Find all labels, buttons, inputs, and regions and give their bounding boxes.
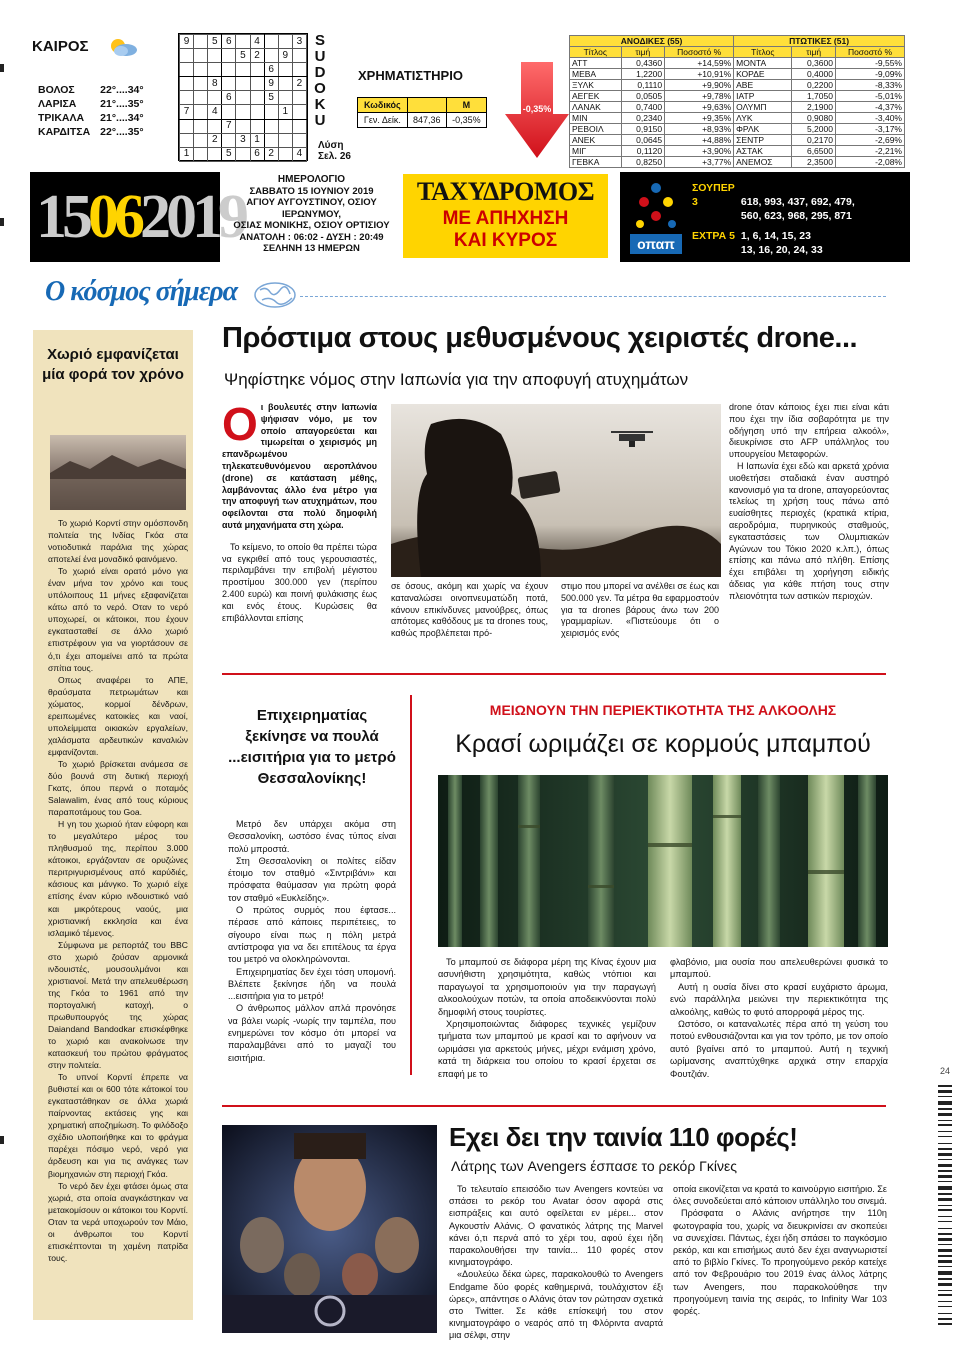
stock-row (570, 91, 905, 102)
sudoku-cell: 1 (180, 147, 194, 161)
sudoku-cell (250, 119, 264, 133)
stock-cell: 0,9150 (621, 124, 665, 135)
lake-photo (50, 435, 186, 510)
sudoku-cell (208, 49, 222, 63)
big-date: 15062019 (36, 183, 244, 251)
bamboo-photo (438, 775, 888, 947)
stock-cell: 0,1120 (621, 146, 665, 157)
sudoku-cell (194, 63, 208, 77)
stock-cell: 2,3500 (792, 157, 836, 168)
sudoku-cell: 6 (222, 91, 236, 105)
stock-cell: 0,2200 (792, 80, 836, 91)
stock-cell: 0,0505 (621, 91, 665, 102)
stock-cell: 0,2170 (792, 135, 836, 146)
stock-cell: ΟΛΥΜΠ (734, 102, 792, 113)
stock-cell: 0,1110 (621, 80, 665, 91)
stock-cell: ΓΕΒΚΑ (570, 157, 622, 168)
stock-row (570, 80, 905, 91)
sudoku-cell: 2 (208, 133, 222, 147)
weather-title: ΚΑΙΡΟΣ (32, 38, 89, 55)
sudoku-cell: 1 (250, 133, 264, 147)
sudoku-cell (278, 77, 292, 91)
sudoku-cell (194, 147, 208, 161)
stock-row (570, 102, 905, 113)
stock-cell: 0,8250 (621, 157, 665, 168)
sudoku-title: S U D O K U (314, 32, 326, 129)
stock-row (570, 157, 905, 168)
weather-city: ΚΑΡΔΙΤΣΑ (38, 126, 91, 138)
sudoku-cell: 2 (292, 77, 306, 91)
arrow-value: -0,35% (522, 104, 552, 114)
sudoku-cell (236, 35, 250, 49)
sudoku-cell (292, 133, 306, 147)
edge-mark (0, 64, 4, 72)
stock-cell: 0,3600 (792, 58, 836, 69)
stock-cell: ΡΕΒΟΙΛ (570, 124, 622, 135)
stock-cell: +3,77% (665, 157, 734, 168)
stock-cell: -3,40% (835, 113, 904, 124)
stock-cell: +4,88% (665, 135, 734, 146)
stock-cell: ΜΙΓ (570, 146, 622, 157)
sudoku-cell: 1 (278, 105, 292, 119)
stock-cell: 1,2200 (621, 69, 665, 80)
stock-cell: ΣΕΝΤΡ (734, 135, 792, 146)
stock-cell: ΑΕΓΕΚ (570, 91, 622, 102)
stock-cell: ΑΒΕ (734, 80, 792, 91)
weather-row (32, 97, 148, 111)
edge-mark (0, 1136, 4, 1144)
sudoku-cell (208, 91, 222, 105)
sudoku-cell (194, 91, 208, 105)
sudoku-cell (180, 63, 194, 77)
stock-cell: -2,21% (835, 146, 904, 157)
stock-cell: +9,78% (665, 91, 734, 102)
stock-cell: 1,7050 (792, 91, 836, 102)
stock-row (570, 113, 905, 124)
sudoku-cell (292, 63, 306, 77)
drone-article-col1: Οι βουλευτές στην Ιαπωνία ψήφισαν νόμο, με τον οποίο απαγορεύεται και τιμωρείται ο χειρισμός μη επανδρωμένου τηλεκατευθυνόμενου αεροπλάνου (drone) σε κατάσταση μέθης, λαμβάνοντας άλλο ένα μέτρο για την αποφυγή των ατυχημάτων, που οφείλονται στα πολύ δημοφιλή αυτά μηχανήματα στη χώρα. Το κείμενο, το οποίο θα πρέπει τώρα να εγκριθεί από τους γερουσιαστές, περιλαμβάνει την επιβολή μέγιστου προστίμου 300.000 γεν (περίπου 2.400 ευρώ) και ποινή φυλάκισης έως και ενός έτους. Κυρώσεις θα επιβάλλονται επίσης (222, 398, 377, 623)
drone-subheadline: Ψηφίστηκε νόμος στην Ιαπωνία για την αποφυγή ατυχημάτων (224, 370, 689, 389)
stock-row (570, 135, 905, 146)
avengers-poster (222, 1125, 437, 1333)
drop-cap: Ο (222, 398, 258, 450)
sudoku-cell (250, 91, 264, 105)
sudoku-cell (194, 77, 208, 91)
sudoku-cell (278, 147, 292, 161)
stock-cell: ΞΥΛΚ (570, 80, 622, 91)
section-divider (300, 296, 886, 297)
sudoku-cell (194, 133, 208, 147)
stock-cell: 0,2340 (621, 113, 665, 124)
globe-icon (252, 280, 298, 310)
weather-city: ΛΑΡΙΣΑ (38, 98, 77, 110)
avengers-headline: Εχει δει την ταινία 110 φορές! (449, 1122, 798, 1152)
drone-article-col3: στιμο που μπορεί να ανέλθει σε έως και 500.000 γεν. Τα μέτρα θα εφαρμοστούν για τα drones βάρους άνω των 200 γραμμαρίων. «Πιστεύουμε ότι ο χειρισμός ενός (561, 581, 719, 639)
weather-temp: 21°....34° (100, 112, 144, 124)
stock-cell: ΜΕΒΑ (570, 69, 622, 80)
avengers-subheadline: Λάτρης των Avengers έσπασε το ρεκόρ Γκίνες (451, 1158, 737, 1174)
sudoku-cell (180, 77, 194, 91)
sudoku-cell (222, 133, 236, 147)
sudoku-cell: 5 (236, 49, 250, 63)
sudoku-cell: 7 (222, 119, 236, 133)
sudoku-cell: 6 (264, 63, 278, 77)
sudoku-cell (278, 119, 292, 133)
sudoku-cell (208, 147, 222, 161)
weather-temp: 22°....34° (100, 84, 144, 96)
stock-cell: ΦΡΛΚ (734, 124, 792, 135)
stock-cell: 0,0645 (621, 135, 665, 146)
sudoku-cell (222, 63, 236, 77)
sudoku-cell: 5 (222, 147, 236, 161)
sudoku-cell (292, 91, 306, 105)
metro-headline: Επιχειρηματίας ξεκίνησε να πουλά ...εισιτήρια για το μετρό Θεσσαλονίκης! (228, 707, 396, 787)
sudoku-cell (236, 63, 250, 77)
calendar-box: ΗΜΕΡΟΛΟΓΙΟ ΣΑΒΒΑΤΟ 15 ΙΟΥΝΙΟΥ 2019 ΑΓΙΟΥ ΑΥΓΟΥΣΤΙΝΟΥ, ΟΣΙΟΥ ΙΕΡΩΝΥΜΟΥ, ΟΣΙΑΣ ΜΟΝΙΚΗΣ, ΟΣΙΟΥ ΟΡΤΙΣΙΟΥ ΑΝΑΤΟΛΗ : 06:02 - ΔΥΣΗ : 20:49 ΣΕΛΗΝΗ 13 ΗΜΕΡΩΝ (233, 174, 390, 254)
sudoku-cell: 4 (292, 147, 306, 161)
sudoku-cell: 2 (264, 147, 278, 161)
stock-cell: ΚΟΡΔΕ (734, 69, 792, 80)
wine-headline: Κρασί ωριμάζει σε κορμούς μπαμπού (455, 730, 871, 758)
sudoku-cell (222, 49, 236, 63)
drone-headline: Πρόστιμα στους μεθυσμένους χειριστές drone... (222, 322, 858, 354)
stock-cell: 0,7400 (621, 102, 665, 113)
sudoku-cell (264, 119, 278, 133)
section-title: Ο κόσμος σήμερα (45, 276, 238, 307)
lottery-results: ΣΟΥΠΕΡ 3 618, 993, 437, 692, 479, 560, 623, 968, 295, 871 ΕΧΤΡΑ 5 1, 6, 14, 15, 23 13, 16, 20, 24, 33 (692, 182, 855, 256)
sudoku-cell: 9 (180, 35, 194, 49)
edge-mark (0, 218, 4, 226)
stock-cell: -3,17% (835, 124, 904, 135)
wine-overline: ΜΕΙΩΝΟΥΝ ΤΗΝ ΠΕΡΙΕΚΤΙΚΟΤΗΤΑ ΤΗΣ ΑΛΚΟΟΛΗΣ (489, 702, 837, 718)
stock-title: ΧΡΗΜΑΤΙΣΤΗΡΙΟ (358, 68, 463, 83)
sudoku-cell (264, 49, 278, 63)
drone-article-col4: drone όταν κάποιος έχει πιει είναι κάτι που έχει την ίδια σοβαρότητα με την οδήγηση υπό την επήρεια αλκοόλ», διευκρίνισε στο AFP υπάλληλος του υπουργείου Μεταφορών. Η Ιαπωνία έχει εδώ και αρκετά χρόνια υιοθετήσει σταδιακά έναν αυστηρό κανονισμό για τα drone, απαγορεύοντας τελείως τη χρήση τους πάνω από ευαίσθητες περιοχές (κρατικά κτίρια, αεροδρόμια, πυρηνικούς σταθμούς, εγκαταστάσεις των Ολυμπιακών Αγώνων του Τόκιο 2020 κ.λπ.), όπως επίσης και πάνω από πλήθη. Επίσης έχει επιβάλει τη χορήγηση ειδικής άδειας για κάθε πτήση τους στην πλειονότητα των αστικών περιοχών. (729, 402, 889, 601)
sudoku-cell: 7 (180, 105, 194, 119)
page-number: 24 (940, 1066, 951, 1076)
sudoku-cell (180, 91, 194, 105)
sudoku-cell (278, 133, 292, 147)
sudoku-cell: 5 (208, 35, 222, 49)
stock-cell: ΛΑΝΑΚ (570, 102, 622, 113)
stock-cell: -8,33% (835, 80, 904, 91)
stock-cell: -2,08% (835, 157, 904, 168)
sidebar-article: Το χωριό Κορντί στην ομόσπονδη πολιτεία της Ινδίας Γκόα στα νοτιοδυτικά παράλια της χώρας αποτελεί ένα μοναδικό φαινόμενο. Το χωριό είναι ορατό μόνο για έναν μήνα τον χρόνο και τους υπόλοιπους 11 μήνες εξαφανίζεται κάτω από το νερό. Οταν το νερό υποχωρεί, οι κάτοικοι, που έχουν εγκατασταθεί σε άλλο χωριό επιστρέφουν για να γιορτάσουν σε ό,τι έχει απομείνει από τα πρώτα σπίτια τους. Οπως αναφέρει το ΑΠΕ, θραύσματα πετρωμάτων και χώματος, κορμοί δένδρων, ερειπωμένες κατοικίες και ναοί, υπολείμματα οικιακών εργαλείων, χαλάσματα αρδευτικών καναλιών εμφανίζονται. Το χωριό βρίσκεται ανάμεσα σε δύο βουνά στη δυτική περιοχή Γκατς, όπου περνά ο ποταμός Salawalim, ένας από τους κύριους παραποτάμους του Goa. Η γη του χωριού ήταν εύφορη και το μεγαλύτερο μέρος του πληθυσμού της, περίπου 3.000 κάτοικοι, εργάζονταν σε ορυζώνες περιτριγυρισμένους από καρύδιές, κάσιους και μάνγκο. Το χωριό είχε επίσης έναν κύριο ινδουιστικό ναό και μικρότερους ναούς, μια χριστιανική εκκλησία και ένα ισλαμικό τέμενος. Σύμφωνα με ρεπορτάζ του BBC στο χωριό ζούσαν αρμονικά ινδουιστές, μουσουλμάνοι και χριστιανοί. Μετά την απελευθέρωση της Γκόα το 1961 από την πορτογαλική κατοχή, ο πρωθυπουργός της χώρας Daiandand Bandodkar επισκέφθηκε το χωριό και ανακοίνωσε την κατασκευή του πρώτου φράγματος στην πολιτεία. Το υπνοί Κορντί έπρεπε να βυθιστεί και οι 600 τότε κάτοικοί του εγκαταστάθηκαν σε άλλα χωριά παίρνοντας εκτάσεις γης και χρηματική αποζημίωση. Το φιλόδοξο σχέδιο υλοποιήθηκε και το φράγμα παρέχει πόσιμο νερό, νερό για άρδευση και για τις ανάγκες των βιομηχανιών στη περιοχή Γκόα. Το νερό δεν έχει φτάσει όμως στα χωριά, στα οποία αναγκάστηκαν να μετακομίσουν οι κάτοικοι του Κορντί. Οταν τα νερά υποχωρούν τον Μάιο, οι άνθρωποι του Κορντί επισκέπτονται τη χαμένη πατρίδα τους. (48, 518, 188, 1263)
sudoku-cell: 3 (292, 35, 306, 49)
stock-cell: ΑΣΤΑΚ (734, 146, 792, 157)
stock-cell: -9,55% (835, 58, 904, 69)
wine-article-col2: φλαβόνιο, μια ουσία που απελευθερώνει φυσικά το μπαμπού. Αυτή η ουσία δίνει στο κρασί ευχάριστο άρωμα, ενώ παράλληλα μειώνει την περιεκτικότητα της αλκοόλης, καθώς το φυτό απορροφά μέρος της. Ωστόσο, οι καταναλωτές πέρα από τη γεύση του ποτού ενθουσιάζονται και για τον τρόπο, με τον οποίο αυτό βγαίνει από το μπαμπού. Αυτή η τεχνική ωρίμανσης αναπτύχθηκε αρχικά στην επαρχία Φουτζιάν. (670, 957, 888, 1079)
stock-row (570, 146, 905, 157)
sudoku-cell: 4 (250, 35, 264, 49)
stock-cell: +10,91% (665, 69, 734, 80)
postman-ad: ΤΑΧΥΔΡΟΜΟΣ ΜΕ ΑΠΗΧΗΣΗ ΚΑΙ ΚΥΡΟΣ (403, 174, 608, 258)
stock-cell: -2,69% (835, 135, 904, 146)
weather-row (32, 111, 148, 125)
sudoku-cell (194, 49, 208, 63)
stock-cell: +9,35% (665, 113, 734, 124)
sudoku-cell (222, 105, 236, 119)
stock-cell: -9,09% (835, 69, 904, 80)
sudoku-cell (236, 91, 250, 105)
avengers-article-col2: οποία εικονίζεται να κρατά το καινούργιο εισιτήριο. Σε όλες συνοδεύεται από κάποιον υπάλληλο του σινεμά. Πρόσφατα ο Αλάνις ανήρτησε την 110η φωτογραφία του, χωρίς να διευκρινίσει αν σκοπεύει να συνεχίσει. Πάντως, έχει ήδη σπάσει το παγκόσμιο ρεκόρ, και και επισήμως αυτό δεν έχει αναγνωριστεί από το βιβλίο Γκίνες. Το προηγούμενο ρεκόρ κατείχε από τον Φεβρουάριο του 2019 ένας άλλος λάτρης των Avengers, που παρακολούθησε την προηγούμενη ταινία της σειράς, το Infinity War 103 φορές. (673, 1184, 887, 1317)
sudoku-cell (250, 63, 264, 77)
sudoku-solution-ref: Λύση Σελ. 26 (318, 140, 351, 162)
sudoku-cell (250, 105, 264, 119)
metro-article: Μετρό δεν υπάρχει ακόμα στη Θεσσαλονίκη, ωστόσο ένας τύπος είναι πολύ μπροστά. Στη Θεσσαλονίκη οι πολίτες είδαν έτοιμο τον σταθμό «Σιντριβάνι» και πρόσφατα θαύμασαν για πρώτη φορά τον σταθμό «Ευκλείδης». Ο πρώτος συρμός που έφτασε... πέρασε από κάποιες περιπέτειες, το σίγουρο είναι πως η πόλη μετρά αντίστροφα για να δει επιτέλους τα έργα του μετρό να ολοκληρώνονται. Επιχειρηματίας δεν έχει τόση υπομονή. Βλέπετε ξεκίνησε ήδη να πουλά ...εισιτήρια για το μετρό! Ο άνθρωπος μάλλον απλά προνόησε να βάλει νωρίς -νωρίς την ταμπέλα, που ενημερώνει τον κόσμο ότι μπορεί να παραλαμβάνει από το μαγαζί του εισιτήρια. (228, 819, 396, 1063)
stock-row (570, 58, 905, 69)
article-divider (222, 1105, 886, 1107)
sudoku-cell: 8 (208, 77, 222, 91)
stock-row (570, 69, 905, 80)
weather-temp: 22°....35° (100, 126, 144, 138)
stock-cell: +8,93% (665, 124, 734, 135)
stock-cell: +14,59% (665, 58, 734, 69)
sudoku-cell (264, 105, 278, 119)
sudoku-cell (278, 91, 292, 105)
sudoku-cell (236, 77, 250, 91)
svg-text:οπαπ: οπαπ (637, 236, 675, 252)
weather-city: ΒΟΛΟΣ (38, 84, 75, 96)
sudoku-cell (292, 119, 306, 133)
sudoku-cell (250, 77, 264, 91)
sudoku-cell (222, 77, 236, 91)
weather-box (32, 38, 172, 168)
down-arrow-icon (505, 62, 569, 158)
stock-cell: 0,4360 (621, 58, 665, 69)
sudoku-cell: 3 (236, 133, 250, 147)
sudoku-grid (178, 33, 308, 161)
sudoku-cell (292, 105, 306, 119)
stock-cell: 6,6500 (792, 146, 836, 157)
sudoku-cell (194, 119, 208, 133)
sudoku-cell: 9 (278, 49, 292, 63)
stock-cell: 0,9080 (792, 113, 836, 124)
partly-cloudy-icon (106, 36, 138, 58)
stock-cell: 0,4000 (792, 69, 836, 80)
sudoku-cell (180, 133, 194, 147)
sudoku-cell (208, 63, 222, 77)
sudoku-cell: 9 (264, 77, 278, 91)
drone-photo (391, 404, 721, 577)
stock-cell: ΑΝΕΜΟΣ (734, 157, 792, 168)
sidebar-headline: Χωριό εμφανίζεται μία φορά τον χρόνο (42, 346, 184, 383)
stock-cell: +9,90% (665, 80, 734, 91)
stock-cell: 2,1900 (792, 102, 836, 113)
stocks-table: ΑΝΟΔΙΚΕΣ (55) ΠΤΩΤΙΚΕΣ (51) Τίτλος τιμή Ποσοστό % Τίτλος τιμή Ποσοστό % ATT 0,4360 +14,59% ΜΟΝΤΑ 0,3600 -9,55% ΜΕΒΑ 1,2200 +10,91% ΚΟΡΔΕ 0,4000 -9,09% ΞΥΛΚ 0,1110 +9,90% ΑΒΕ 0,2200 -8,33% ΑΕΓΕΚ 0,0505 +9,78% ΙΑΤΡ 1,7050 -5,01% ΛΑΝΑΚ 0,7400 +9,63% ΟΛΥΜΠ 2,1900 -4,37% ΜΙΝ 0,2340 +9,35% ΛΥΚ 0,9080 -3,40% ΡΕΒΟΙΛ 0,9150 +8,93% ΦΡΛΚ 5,2000 -3,17% ΑΝΕΚ 0,0645 +4,88% ΣΕΝΤΡ 0,2170 -2,69% ΜΙΓ 0,1120 +3,90% ΑΣΤΑΚ 6,6500 -2,21% ΓΕΒΚΑ 0,8250 +3,77% ΑΝΕΜΟΣ 2,3500 -2,08% (569, 35, 905, 163)
stock-index-table: Κωδικός M Γεν. Δείκ. 847,36 -0,35% (357, 97, 487, 128)
sudoku-cell (208, 119, 222, 133)
sudoku-cell (264, 133, 278, 147)
barcode (938, 1085, 952, 1325)
article-divider (222, 673, 886, 675)
stock-cell: +9,63% (665, 102, 734, 113)
stock-row (570, 124, 905, 135)
weather-table (32, 83, 148, 139)
avengers-article-col1: Το τελευταίο επεισόδιο των Avengers κοντεύει να σπάσει το ρεκόρ του Avatar όσον αφορά στις εισπράξεις και αυτό οφείλεται εν μέρει... στον Αγκουστίν Αλάνις. Ο φανατικός λάτρης της Marvel κάνει ό,τι περνά από το χέρι του, αφού έχει ήδη παρακολουθήσει την ταινία... 110 φορές στον κινηματογράφο. «Δουλεύω δέκα ώρες, παρακολουθώ το Avengers Endgame δύο φορές καθημερινά, τουλάχιστον έξι ώρες», απάντησε ο Αλάνις όταν τον ρώτησαν σχετικά στο Twitter. Σε κάθε επίσκεψή του στον κινηματογράφο ο νεαρός από τη Φλόριντα αναρτά μια σέλφι, στην (449, 1184, 663, 1341)
stock-cell: ΙΑΤΡ (734, 91, 792, 102)
stock-cell: -4,37% (835, 102, 904, 113)
wine-article-col1: Το μπαμπού σε διάφορα μέρη της Κίνας έχουν μια ασυνήθιστη χρησιμότητα, καθώς ντόπιοι και παραγωγοί τα χρησιμοποιούν για την παραγωγή αλκοολούχων ποτών, τα οποία αποδεικνύονται πολύ δημοφιλή στους τουρίστες. Χρησιμοποιώντας διάφορες τεχνικές γεμίζουν τμήματα των μπαμπού με κρασί και το αφήνουν να ωριμάσει για αρκετούς μήνες, μέχρι ενάμιση χρόνο, κατά τη διάρκεια του οποίου το κρασί έρχεται σε επαφή με το (438, 957, 656, 1079)
sudoku-cell (236, 119, 250, 133)
sudoku-cell (180, 119, 194, 133)
sudoku-cell: 6 (222, 35, 236, 49)
sudoku-cell (236, 147, 250, 161)
stock-cell: ΜΟΝΤΑ (734, 58, 792, 69)
drone-article-col2: σε όσους, ακόμη και χωρίς να έχουν καταναλώσει οινοπνευματώδη ποτά, κάνουν επικίνδυνες μανούβρες, όπως απότομες καθόδους με τα drones τους, καθώς προβλέπεται πρό- (391, 581, 548, 639)
stock-cell: +3,90% (665, 146, 734, 157)
stock-cell: 5,2000 (792, 124, 836, 135)
weather-city: ΤΡΙΚΑΛΑ (38, 112, 85, 124)
sudoku-cell: 2 (250, 49, 264, 63)
sudoku-cell: 5 (264, 91, 278, 105)
sudoku-cell (278, 63, 292, 77)
sudoku-cell (194, 105, 208, 119)
sudoku-cell (278, 35, 292, 49)
stock-cell: ΜΙΝ (570, 113, 622, 124)
sudoku-cell (180, 49, 194, 63)
stock-cell: -5,01% (835, 91, 904, 102)
sudoku-cell (236, 105, 250, 119)
stock-cell: ATT (570, 58, 622, 69)
stock-cell: ΛΥΚ (734, 113, 792, 124)
sudoku-cell (264, 35, 278, 49)
column-divider (410, 695, 412, 1075)
sudoku-cell: 6 (250, 147, 264, 161)
sudoku-cell (292, 49, 306, 63)
weather-row (32, 83, 148, 97)
opap-logo (626, 178, 686, 256)
stock-cell: ΑΝΕΚ (570, 135, 622, 146)
weather-row (32, 125, 148, 139)
sudoku-cell (194, 35, 208, 49)
weather-temp: 21°....35° (100, 98, 144, 110)
sudoku-cell: 4 (208, 105, 222, 119)
